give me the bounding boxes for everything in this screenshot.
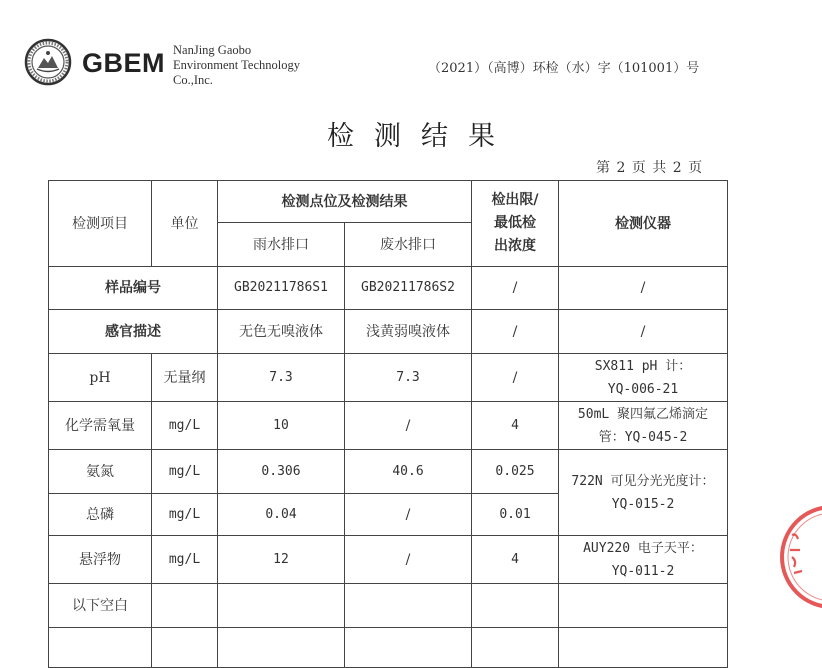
table-row-sample-id: 样品编号 GB20211786S1 GB20211786S2 / / bbox=[49, 267, 728, 310]
header-point-rain: 雨水排口 bbox=[218, 223, 345, 267]
document-number: （2021）（高博）环检（水）字（101001）号 bbox=[428, 61, 700, 76]
table-row-suspended-solids: 悬浮物 mg/L 12 / 4 AUY220 电子天平： YQ-011-2 bbox=[49, 536, 728, 584]
table-row-sensory: 感官描述 无色无嗅液体 浅黄弱嗅液体 / / bbox=[49, 310, 728, 354]
red-seal-stamp-icon bbox=[770, 495, 822, 625]
instrument-cell: SX811 pH 计： YQ-006-21 bbox=[559, 354, 728, 402]
table-row-cod: 化学需氧量 mg/L 10 / 4 50mL 聚四氟乙烯滴定 管：YQ-045-2 bbox=[49, 402, 728, 450]
table-row-ph: pH 无量纲 7.3 7.3 / SX811 pH 计： YQ-006-21 bbox=[49, 354, 728, 402]
instrument-cell: 50mL 聚四氟乙烯滴定 管：YQ-045-2 bbox=[559, 402, 728, 450]
results-table bbox=[48, 180, 728, 668]
page-title: 检测结果 bbox=[327, 121, 515, 152]
header-instrument: 检测仪器 bbox=[559, 181, 728, 267]
header-limit: 检出限/ 最低检 出浓度 bbox=[472, 181, 559, 267]
brand-logo-text: GBEM bbox=[82, 48, 165, 78]
instrument-cell: 722N 可见分光光度计： YQ-015-2 bbox=[559, 450, 728, 536]
company-name bbox=[173, 43, 300, 88]
header-item: 检测项目 bbox=[49, 181, 152, 267]
table-row-blank-marker: 以下空白 bbox=[49, 584, 728, 628]
header-points-group: 检测点位及检测结果 bbox=[218, 181, 472, 223]
header-row bbox=[49, 181, 728, 223]
company-emblem-icon bbox=[24, 38, 72, 86]
header-point-waste: 废水排口 bbox=[345, 223, 472, 267]
company-name-line2: Environment Technology bbox=[173, 58, 300, 72]
table-row-phosphorus: 总磷 mg/L 0.04 / 0.01 bbox=[49, 494, 728, 536]
table-row-ammonia: 氨氮 mg/L 0.306 40.6 0.025 722N 可见分光光度计： YQ-015-2 bbox=[49, 450, 728, 494]
company-name-line3: Co.,Inc. bbox=[173, 73, 213, 87]
instrument-cell: AUY220 电子天平： YQ-011-2 bbox=[559, 536, 728, 584]
header-unit: 单位 bbox=[152, 181, 218, 267]
page-indicator: 第 2 页 共 2 页 bbox=[596, 160, 703, 176]
company-name-line1: NanJing Gaobo bbox=[173, 43, 252, 57]
